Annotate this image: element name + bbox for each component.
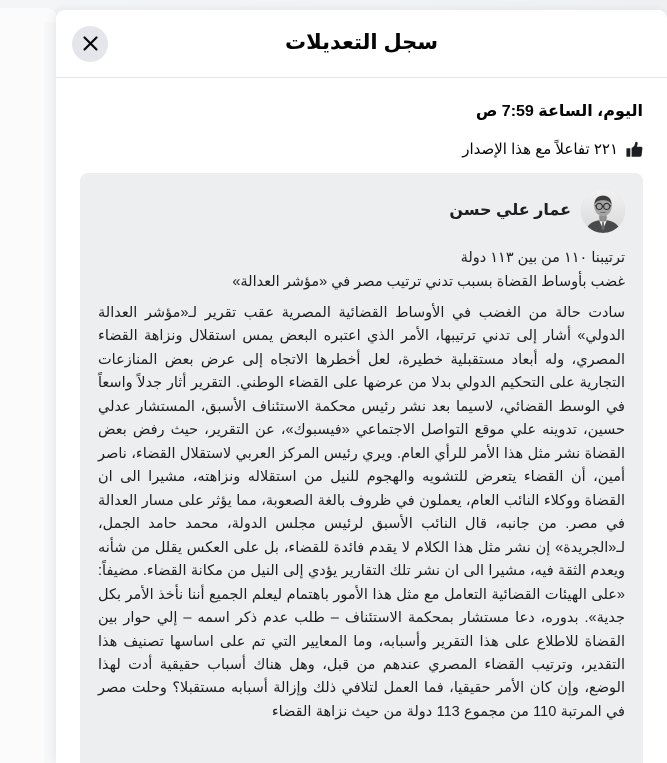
modal-header [56, 10, 667, 78]
reaction-summary [80, 123, 643, 173]
reaction-count-label: ٢٢١ تفاعلاً مع هذا الإصدار [462, 140, 618, 158]
thumbs-up-glyph [626, 141, 643, 158]
post-headline-line-2: غضب بأوساط القضاة بسبب تدني ترتيب مصر في «مؤشر العدالة» [232, 274, 625, 291]
revision-content-card [80, 173, 643, 763]
author-byline [98, 189, 625, 233]
edit-history-modal [56, 10, 667, 763]
post-body-text: سادت حالة من الغضب في الأوساط القضائية المصرية عقب تقرير لـ«مؤشر العدالة الدولي» أشار إلى تدني ترتيبها، الأمر الذي اعتبره البعض يمس استقلال ونزاهة القضاء المصري، وله أبعاد مستقبلية خطيرة، لعل أخطرها الاتجاه إلى عرض بعض المنازعات التجارية على التحكيم الدولي بدلا من عرضها على القضاء الوطني. التقرير أثار جدلاً واسعاً في الوسط القضائي، لاسيما بعد نشر رئيس محكمة الاستئناف الأسبق، المستشار عدلي حسين، تدوينه علي موقع التواصل الاجتماعي «فيسبوك»، عن التقرير، حيث رفض بعض القضاة نشر مثل هذا الأمر للرأي العام. ويري رئيس المركز العربي لاستقلال القضاء، ناصر أمين، أن القضاء يتعرض للتشويه والهجوم للنيل من استقلاله ونزاهته، مشيرا الى ان القضاة ووكلاء النائب العام، يعملون في ظروف بالغة الصعوبة، مما يؤثر على مسار العدالة في مصر. من جانبه، قال النائب الأسبق لرئيس مجلس الدولة، محمد حامد الجمل، لـ«الجريدة» إن نشر مثل هذا الكلام لا يقدم فائدة للقضاء، بل على العكس يقلل من شأنه ويعدم الثقة فيه، مشيرا الى ان نشر تلك التقارير يؤدي إلى النيل من مكانة القضاء. مضيفاً: «على الهيئات القضائية التعامل مع مثل هذا الأمور باهتمام ليعلم الجميع أننا نأخذ الأمر بكل جدية». بدوره، دعا مستشار بمحكمة الاستئناف – طلب عدم ذكر اسمه – إلي حوار بين القضاة للاطلاع على هذا التقرير وأسبابه، وما المعايير التي تم على اساسها تصنيف هذا التقدير، وترتيب القضاء المصري عندهم من قبل، وهل هناك أسباب حقيقية أدت لهذا الوضع، وإن كان الأمر حقيقيا، فما العمل لتلافي ذلك وإزالة أسبابه مستقبلا؟ وحلت مصر في المرتبة 110 من مجموع 113 دولة من حيث نزاهة القضاء [98, 304, 625, 720]
modal-body [56, 78, 667, 763]
close-icon[interactable] [72, 26, 108, 62]
author-name: عمار علي حسن [449, 202, 571, 220]
close-glyph [82, 35, 99, 52]
avatar [581, 189, 625, 233]
thumbs-up-icon [626, 141, 643, 158]
post-headline-line-1: ترتيبنا ١١٠ من بين ١١٣ دولة [460, 249, 625, 266]
revision-timestamp: اليوم، الساعة 7:59 ص [475, 103, 643, 120]
avatar-photo [581, 189, 625, 233]
page-title: سجل التعديلات [285, 31, 438, 54]
